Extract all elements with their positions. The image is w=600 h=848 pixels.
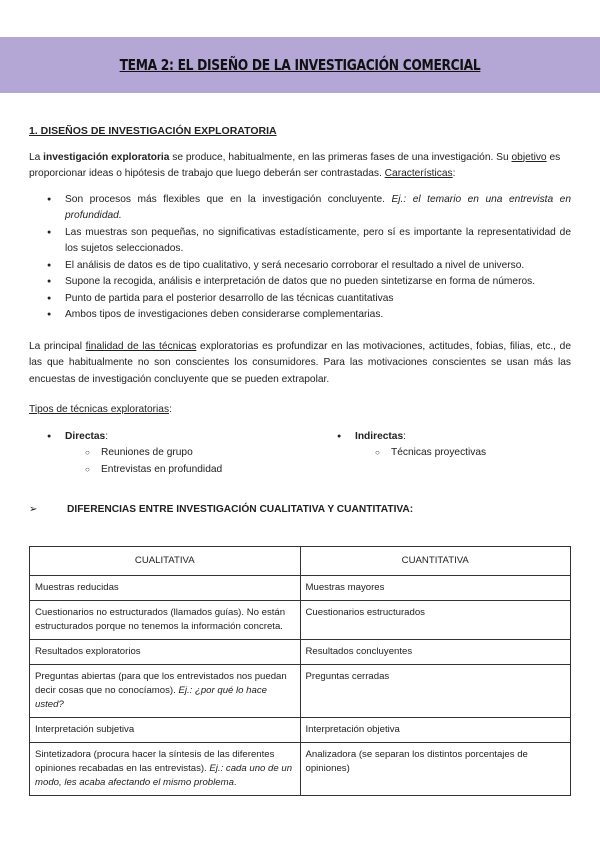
indirect-label-item: ● Indirectas: [319, 429, 569, 446]
table-cell [30, 718, 301, 743]
intro-underline-objetivo: objetivo [511, 151, 547, 163]
table-cell: Preguntas cerradas [300, 665, 571, 718]
table-cell [30, 576, 301, 601]
table-cell: Analizadora (se separan los distintos porcentajes de opiniones) [300, 743, 571, 796]
list-item [47, 258, 571, 275]
differences-heading [29, 502, 571, 519]
list-item [47, 192, 571, 225]
intro-text-1: La [29, 151, 44, 163]
characteristics-list [29, 192, 571, 324]
list-item: ○ Técnicas proyectivas [319, 445, 569, 462]
column-header-cuantitativa: CUANTITATIVA [300, 547, 571, 576]
column-header-cualitativa: CUALITATIVA [30, 547, 301, 576]
cell-example: Ej.: cada uno de un modo, les acaba afectando el mismo problema [35, 763, 293, 788]
indirect-types [319, 429, 569, 479]
list-item-text: Supone la recogida, análisis e interpretación de datos que no pueden sintetizarse en forma de números. [65, 276, 536, 287]
list-item [47, 274, 571, 291]
table-cell [30, 601, 301, 640]
table-cell: Resultados concluyentes [300, 640, 571, 665]
intro-bold-term: investigación exploratoria [43, 151, 170, 163]
table-row [30, 665, 571, 718]
direct-label-item: ● Directas: [29, 429, 319, 446]
table-cell: Cuestionarios estructurados [300, 601, 571, 640]
list-item-text: Son procesos más flexibles que en la investigación concluyente. [65, 193, 392, 205]
purpose-paragraph [29, 339, 571, 389]
table-row [30, 640, 571, 665]
types-label-colon: : [169, 404, 172, 415]
types-columns [29, 429, 571, 479]
intro-text-2: se produce, habitualmente, en las primeras fases de una investigación. Su [169, 151, 512, 163]
cell-example: Ej.: ¿por qué lo hace usted? [35, 685, 267, 710]
indirect-label: Indirectas [355, 430, 404, 442]
table-row [30, 718, 571, 743]
differences-heading-text: DIFERENCIAS ENTRE INVESTIGACIÓN CUALITATIVA Y CUANTITATIVA: [67, 504, 414, 515]
list-item-text: El análisis de datos es de tipo cualitativo, y será necesario corroborar el resultado a nivel de universo. [65, 259, 525, 271]
table-row [30, 576, 571, 601]
cell-text: Muestras reducidas [35, 582, 119, 593]
cell-text: Interpretación subjetiva [35, 724, 135, 735]
table-row [30, 743, 571, 796]
intro-text-4: : [452, 168, 456, 179]
cell-text: Preguntas abiertas (para que los entrevistados nos puedan decir cosas que no conocíamos). [35, 671, 287, 696]
intro-underline-caracteristicas: Características [384, 168, 453, 179]
table-header-row [30, 547, 571, 576]
list-item-text: Punto de partida para el posterior desarrollo de las técnicas cuantitativas [65, 292, 394, 304]
section-heading: 1. DISEÑOS DE INVESTIGACIÓN EXPLORATORIA [29, 125, 277, 137]
types-label-text: Tipos de técnicas exploratorias [29, 404, 170, 415]
intro-text-3: es proporcionar ideas o hipótesis de trabajo que luego deberán ser contrastadas. [29, 151, 561, 179]
list-item [47, 307, 571, 324]
table-cell [30, 665, 301, 718]
types-label [29, 402, 571, 419]
list-item [47, 225, 571, 258]
cell-text-end: . [233, 777, 237, 788]
table-row [30, 601, 571, 640]
cell-text: Cuestionarios no estructurados (llamados guías). No están estructurados porque no tenemos la información concreta. [35, 607, 286, 632]
direct-label: Directas [65, 430, 106, 442]
list-item-text: Las muestras son pequeñas, no significativas estadísticamente, pero sí es importante la representatividad de los sujetos seleccionados. [65, 226, 571, 254]
main-content [29, 123, 571, 519]
title-banner [0, 37, 600, 93]
page-title: TEMA 2: EL DISEÑO DE LA INVESTIGACIÓN COMERCIAL [119, 56, 481, 74]
comparison-table [29, 546, 571, 796]
cell-text: Sintetizadora (procura hacer la síntesis de las diferentes opiniones recabadas en las entrevistas). [35, 749, 275, 774]
purpose-underline: finalidad de las técnicas [85, 340, 197, 352]
list-item: ○ Entrevistas en profundidad [29, 462, 319, 479]
cell-text: Resultados exploratorios [35, 646, 141, 657]
table-cell [30, 743, 301, 796]
list-item-example: Ej.: el temario en una entrevista en profundidad. [65, 193, 572, 221]
intro-paragraph [29, 150, 571, 183]
direct-types [29, 429, 319, 479]
table-cell: Interpretación objetiva [300, 718, 571, 743]
table-cell [30, 640, 301, 665]
list-item-text: Ambos tipos de investigaciones deben considerarse complementarias. [65, 309, 384, 320]
list-item: ○ Reuniones de grupo [29, 445, 319, 462]
purpose-text-2: exploratorias es profundizar en las motivaciones, actitudes, fobias, filias, etc., de las que habitualmente no son conscientes los consumidores. Para las motivaciones conscientes se usan más las encuestas de investigación concluyente que se pueden extrapolar. [29, 340, 571, 385]
arrow-bullet-icon: ➢ [29, 504, 38, 515]
list-item [47, 291, 571, 308]
table-cell: Muestras mayores [300, 576, 571, 601]
purpose-text-1: La principal [29, 340, 86, 352]
